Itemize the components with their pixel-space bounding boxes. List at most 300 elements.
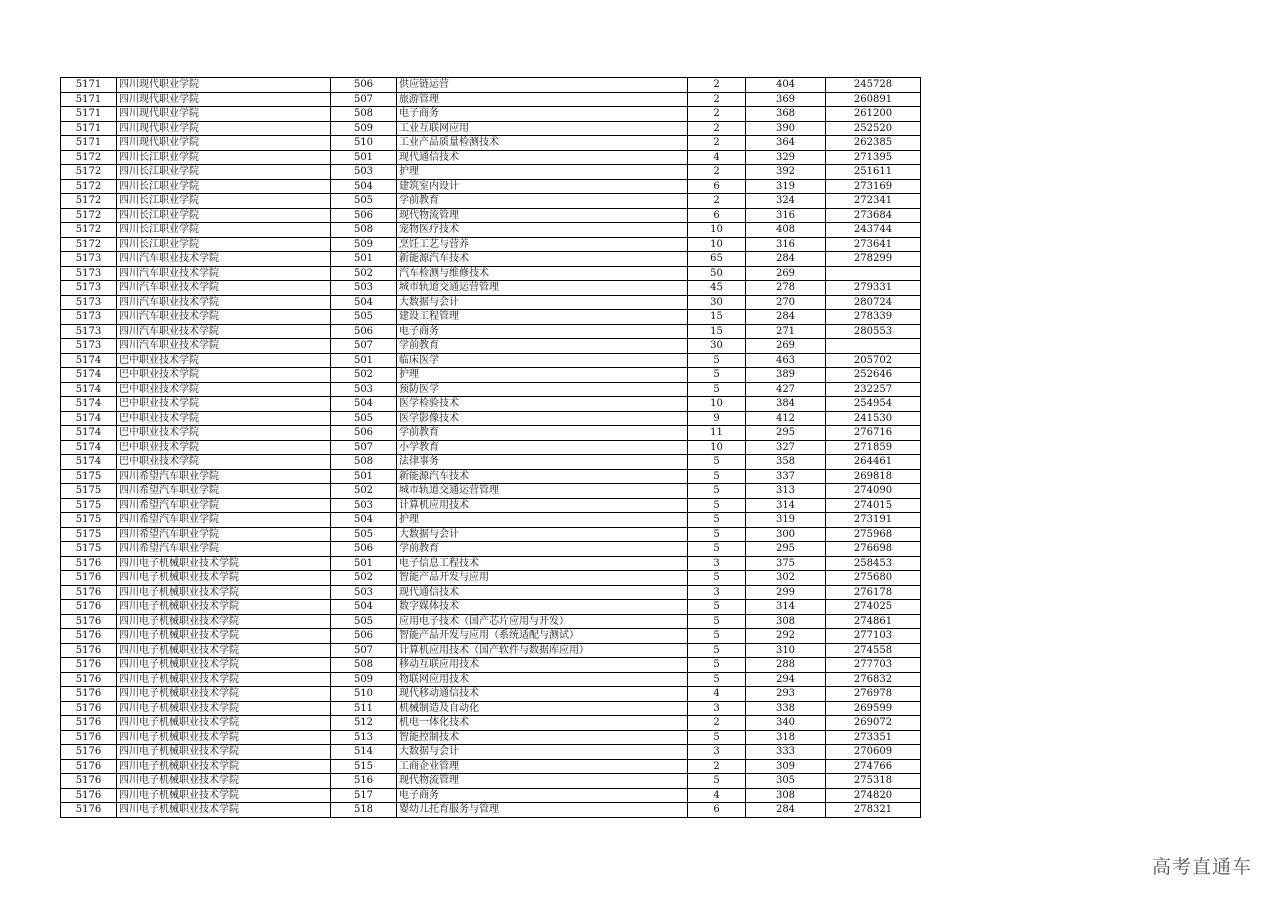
major-name-cell: 电子商务 — [397, 324, 688, 339]
table-body — [61, 78, 921, 818]
table-row — [61, 382, 921, 397]
min-score-cell: 292 — [746, 629, 826, 644]
min-score-cell: 269 — [746, 266, 826, 281]
school-name-cell: 四川汽车职业技术学院 — [117, 281, 331, 296]
min-rank-cell: 258453 — [826, 556, 921, 571]
min-rank-cell: 262385 — [826, 136, 921, 151]
table-row — [61, 324, 921, 339]
min-rank-cell: 274861 — [826, 614, 921, 629]
school-name-cell: 四川现代职业学院 — [117, 136, 331, 151]
table-row — [61, 92, 921, 107]
school-code-cell: 5174 — [61, 440, 117, 455]
major-name-cell: 电子商务 — [397, 107, 688, 122]
school-name-cell: 四川电子机械职业技术学院 — [117, 745, 331, 760]
min-score-cell: 316 — [746, 237, 826, 252]
table-row — [61, 179, 921, 194]
major-name-cell: 学前教育 — [397, 339, 688, 354]
min-rank-cell: 269818 — [826, 469, 921, 484]
school-code-cell: 5173 — [61, 339, 117, 354]
major-code-cell: 517 — [331, 788, 397, 803]
min-rank-cell: 274766 — [826, 759, 921, 774]
school-code-cell: 5174 — [61, 382, 117, 397]
school-code-cell: 5172 — [61, 223, 117, 238]
plan-count-cell: 5 — [688, 643, 746, 658]
min-rank-cell: 277703 — [826, 658, 921, 673]
min-score-cell: 463 — [746, 353, 826, 368]
plan-count-cell: 5 — [688, 382, 746, 397]
major-code-cell: 507 — [331, 339, 397, 354]
plan-count-cell: 5 — [688, 469, 746, 484]
school-name-cell: 巴中职业技术学院 — [117, 397, 331, 412]
school-name-cell: 四川希望汽车职业学院 — [117, 527, 331, 542]
major-code-cell: 503 — [331, 165, 397, 180]
school-name-cell: 四川汽车职业技术学院 — [117, 339, 331, 354]
plan-count-cell: 5 — [688, 484, 746, 499]
school-code-cell: 5175 — [61, 469, 117, 484]
min-rank-cell — [826, 266, 921, 281]
table-row — [61, 571, 921, 586]
plan-count-cell: 5 — [688, 730, 746, 745]
school-name-cell: 四川希望汽车职业学院 — [117, 469, 331, 484]
school-code-cell: 5176 — [61, 658, 117, 673]
min-score-cell: 384 — [746, 397, 826, 412]
min-score-cell: 316 — [746, 208, 826, 223]
plan-count-cell: 45 — [688, 281, 746, 296]
school-name-cell: 四川电子机械职业技术学院 — [117, 788, 331, 803]
major-code-cell: 508 — [331, 658, 397, 673]
school-name-cell: 四川电子机械职业技术学院 — [117, 701, 331, 716]
major-name-cell: 物联网应用技术 — [397, 672, 688, 687]
major-code-cell: 510 — [331, 687, 397, 702]
min-score-cell: 309 — [746, 759, 826, 774]
school-name-cell: 四川汽车职业技术学院 — [117, 252, 331, 267]
table-row — [61, 687, 921, 702]
major-code-cell: 518 — [331, 803, 397, 818]
plan-count-cell: 2 — [688, 78, 746, 93]
min-score-cell: 308 — [746, 788, 826, 803]
table-row — [61, 759, 921, 774]
major-name-cell: 智能产品开发与应用 — [397, 571, 688, 586]
school-code-cell: 5176 — [61, 556, 117, 571]
plan-count-cell: 2 — [688, 759, 746, 774]
plan-count-cell: 4 — [688, 150, 746, 165]
min-rank-cell: 245728 — [826, 78, 921, 93]
school-name-cell: 巴中职业技术学院 — [117, 368, 331, 383]
min-score-cell: 333 — [746, 745, 826, 760]
table-row — [61, 121, 921, 136]
min-score-cell: 392 — [746, 165, 826, 180]
school-name-cell: 四川电子机械职业技术学院 — [117, 759, 331, 774]
school-code-cell: 5176 — [61, 672, 117, 687]
min-score-cell: 313 — [746, 484, 826, 499]
major-code-cell: 505 — [331, 310, 397, 325]
school-name-cell: 四川电子机械职业技术学院 — [117, 629, 331, 644]
school-code-cell: 5171 — [61, 136, 117, 151]
min-rank-cell: 260891 — [826, 92, 921, 107]
major-name-cell: 智能产品开发与应用（系统适配与测试） — [397, 629, 688, 644]
plan-count-cell: 5 — [688, 455, 746, 470]
min-rank-cell: 261200 — [826, 107, 921, 122]
major-code-cell: 501 — [331, 150, 397, 165]
school-name-cell: 四川汽车职业技术学院 — [117, 310, 331, 325]
min-score-cell: 408 — [746, 223, 826, 238]
school-code-cell: 5176 — [61, 571, 117, 586]
major-name-cell: 学前教育 — [397, 194, 688, 209]
major-code-cell: 508 — [331, 223, 397, 238]
plan-count-cell: 65 — [688, 252, 746, 267]
major-code-cell: 509 — [331, 672, 397, 687]
school-code-cell: 5176 — [61, 600, 117, 615]
major-code-cell: 501 — [331, 556, 397, 571]
table-row — [61, 469, 921, 484]
major-code-cell: 512 — [331, 716, 397, 731]
major-code-cell: 506 — [331, 542, 397, 557]
table-row — [61, 310, 921, 325]
school-name-cell: 四川长江职业学院 — [117, 208, 331, 223]
major-code-cell: 505 — [331, 411, 397, 426]
table-row — [61, 78, 921, 93]
major-name-cell: 学前教育 — [397, 426, 688, 441]
major-code-cell: 501 — [331, 252, 397, 267]
plan-count-cell: 5 — [688, 527, 746, 542]
min-score-cell: 319 — [746, 179, 826, 194]
min-rank-cell: 254954 — [826, 397, 921, 412]
school-code-cell: 5176 — [61, 730, 117, 745]
major-name-cell: 智能控制技术 — [397, 730, 688, 745]
school-code-cell: 5176 — [61, 716, 117, 731]
school-name-cell: 四川汽车职业技术学院 — [117, 266, 331, 281]
min-rank-cell: 274820 — [826, 788, 921, 803]
min-score-cell: 295 — [746, 426, 826, 441]
plan-count-cell: 5 — [688, 542, 746, 557]
plan-count-cell: 2 — [688, 121, 746, 136]
min-score-cell: 284 — [746, 803, 826, 818]
major-code-cell: 507 — [331, 92, 397, 107]
major-code-cell: 503 — [331, 585, 397, 600]
table-row — [61, 730, 921, 745]
school-name-cell: 四川现代职业学院 — [117, 121, 331, 136]
major-code-cell: 511 — [331, 701, 397, 716]
min-score-cell: 358 — [746, 455, 826, 470]
table-row — [61, 455, 921, 470]
table-row — [61, 426, 921, 441]
school-name-cell: 四川汽车职业技术学院 — [117, 324, 331, 339]
min-score-cell: 318 — [746, 730, 826, 745]
min-rank-cell: 270609 — [826, 745, 921, 760]
major-code-cell: 508 — [331, 455, 397, 470]
school-name-cell: 巴中职业技术学院 — [117, 353, 331, 368]
table-row — [61, 658, 921, 673]
school-name-cell: 四川电子机械职业技术学院 — [117, 774, 331, 789]
major-code-cell: 507 — [331, 643, 397, 658]
table-row — [61, 716, 921, 731]
school-name-cell: 四川现代职业学院 — [117, 107, 331, 122]
major-name-cell: 大数据与会计 — [397, 527, 688, 542]
major-name-cell: 烹饪工艺与营养 — [397, 237, 688, 252]
min-score-cell: 324 — [746, 194, 826, 209]
min-rank-cell: 276832 — [826, 672, 921, 687]
school-name-cell: 四川长江职业学院 — [117, 223, 331, 238]
plan-count-cell: 50 — [688, 266, 746, 281]
major-name-cell: 机械制造及自动化 — [397, 701, 688, 716]
school-name-cell: 四川现代职业学院 — [117, 92, 331, 107]
plan-count-cell: 3 — [688, 701, 746, 716]
min-rank-cell: 274090 — [826, 484, 921, 499]
min-rank-cell: 280553 — [826, 324, 921, 339]
plan-count-cell: 2 — [688, 92, 746, 107]
major-name-cell: 婴幼儿托育服务与管理 — [397, 803, 688, 818]
table-row — [61, 107, 921, 122]
school-name-cell: 四川电子机械职业技术学院 — [117, 672, 331, 687]
min-score-cell: 364 — [746, 136, 826, 151]
min-rank-cell: 279331 — [826, 281, 921, 296]
school-code-cell: 5172 — [61, 179, 117, 194]
plan-count-cell: 6 — [688, 179, 746, 194]
major-code-cell: 509 — [331, 237, 397, 252]
major-name-cell: 新能源汽车技术 — [397, 469, 688, 484]
table-row — [61, 194, 921, 209]
school-code-cell: 5173 — [61, 252, 117, 267]
plan-count-cell: 5 — [688, 353, 746, 368]
min-rank-cell: 274015 — [826, 498, 921, 513]
plan-count-cell: 3 — [688, 556, 746, 571]
min-rank-cell: 273684 — [826, 208, 921, 223]
min-rank-cell: 278299 — [826, 252, 921, 267]
plan-count-cell: 4 — [688, 687, 746, 702]
min-score-cell: 302 — [746, 571, 826, 586]
school-code-cell: 5171 — [61, 92, 117, 107]
major-code-cell: 504 — [331, 513, 397, 528]
plan-count-cell: 5 — [688, 571, 746, 586]
plan-count-cell: 2 — [688, 107, 746, 122]
school-code-cell: 5173 — [61, 324, 117, 339]
school-code-cell: 5173 — [61, 295, 117, 310]
school-code-cell: 5176 — [61, 629, 117, 644]
school-code-cell: 5172 — [61, 165, 117, 180]
school-code-cell: 5176 — [61, 759, 117, 774]
school-code-cell: 5172 — [61, 150, 117, 165]
plan-count-cell: 4 — [688, 788, 746, 803]
min-score-cell: 294 — [746, 672, 826, 687]
major-code-cell: 503 — [331, 382, 397, 397]
min-score-cell: 404 — [746, 78, 826, 93]
plan-count-cell: 15 — [688, 310, 746, 325]
major-name-cell: 建筑室内设计 — [397, 179, 688, 194]
table-row — [61, 513, 921, 528]
major-name-cell: 大数据与会计 — [397, 745, 688, 760]
plan-count-cell: 6 — [688, 803, 746, 818]
min-rank-cell: 273191 — [826, 513, 921, 528]
table-row — [61, 150, 921, 165]
min-rank-cell: 252646 — [826, 368, 921, 383]
min-score-cell: 340 — [746, 716, 826, 731]
min-score-cell: 314 — [746, 600, 826, 615]
major-name-cell: 城市轨道交通运营管理 — [397, 484, 688, 499]
major-name-cell: 预防医学 — [397, 382, 688, 397]
plan-count-cell: 30 — [688, 295, 746, 310]
school-code-cell: 5175 — [61, 498, 117, 513]
watermark-text: 高考直通车 — [1151, 856, 1252, 878]
school-code-cell: 5171 — [61, 78, 117, 93]
major-name-cell: 电子信息工程技术 — [397, 556, 688, 571]
min-rank-cell — [826, 339, 921, 354]
major-code-cell: 506 — [331, 324, 397, 339]
school-code-cell: 5176 — [61, 774, 117, 789]
major-name-cell: 工业互联网应用 — [397, 121, 688, 136]
major-code-cell: 502 — [331, 571, 397, 586]
table-row — [61, 440, 921, 455]
plan-count-cell: 10 — [688, 397, 746, 412]
min-score-cell: 299 — [746, 585, 826, 600]
school-name-cell: 四川电子机械职业技术学院 — [117, 687, 331, 702]
table-row — [61, 397, 921, 412]
min-score-cell: 427 — [746, 382, 826, 397]
school-name-cell: 四川电子机械职业技术学院 — [117, 730, 331, 745]
min-score-cell: 338 — [746, 701, 826, 716]
school-name-cell: 巴中职业技术学院 — [117, 411, 331, 426]
school-code-cell: 5173 — [61, 310, 117, 325]
plan-count-cell: 2 — [688, 716, 746, 731]
min-score-cell: 329 — [746, 150, 826, 165]
major-name-cell: 建设工程管理 — [397, 310, 688, 325]
major-code-cell: 514 — [331, 745, 397, 760]
major-name-cell: 现代物流管理 — [397, 774, 688, 789]
school-code-cell: 5174 — [61, 426, 117, 441]
table-row — [61, 223, 921, 238]
school-name-cell: 四川现代职业学院 — [117, 78, 331, 93]
plan-count-cell: 5 — [688, 672, 746, 687]
school-code-cell: 5175 — [61, 527, 117, 542]
school-name-cell: 四川电子机械职业技术学院 — [117, 600, 331, 615]
major-code-cell: 505 — [331, 614, 397, 629]
major-code-cell: 506 — [331, 629, 397, 644]
min-score-cell: 412 — [746, 411, 826, 426]
table-row — [61, 208, 921, 223]
major-name-cell: 机电一体化技术 — [397, 716, 688, 731]
min-score-cell: 389 — [746, 368, 826, 383]
major-code-cell: 505 — [331, 527, 397, 542]
min-score-cell: 375 — [746, 556, 826, 571]
table-row — [61, 527, 921, 542]
plan-count-cell: 2 — [688, 165, 746, 180]
major-code-cell: 508 — [331, 107, 397, 122]
school-name-cell: 四川电子机械职业技术学院 — [117, 556, 331, 571]
school-name-cell: 四川希望汽车职业学院 — [117, 542, 331, 557]
major-code-cell: 504 — [331, 179, 397, 194]
table-row — [61, 237, 921, 252]
min-rank-cell: 278339 — [826, 310, 921, 325]
school-name-cell: 巴中职业技术学院 — [117, 426, 331, 441]
major-name-cell: 数字媒体技术 — [397, 600, 688, 615]
major-name-cell: 移动互联应用技术 — [397, 658, 688, 673]
plan-count-cell: 10 — [688, 440, 746, 455]
school-code-cell: 5171 — [61, 107, 117, 122]
major-code-cell: 510 — [331, 136, 397, 151]
plan-count-cell: 15 — [688, 324, 746, 339]
table-row — [61, 368, 921, 383]
plan-count-cell: 10 — [688, 223, 746, 238]
major-name-cell: 现代通信技术 — [397, 585, 688, 600]
table-row — [61, 643, 921, 658]
table-row — [61, 353, 921, 368]
min-score-cell: 270 — [746, 295, 826, 310]
school-name-cell: 四川希望汽车职业学院 — [117, 498, 331, 513]
school-name-cell: 四川电子机械职业技术学院 — [117, 585, 331, 600]
school-name-cell: 四川电子机械职业技术学院 — [117, 803, 331, 818]
school-code-cell: 5176 — [61, 788, 117, 803]
table-row — [61, 165, 921, 180]
table-row — [61, 745, 921, 760]
table-row — [61, 252, 921, 267]
major-name-cell: 现代物流管理 — [397, 208, 688, 223]
min-score-cell: 300 — [746, 527, 826, 542]
table-row — [61, 339, 921, 354]
plan-count-cell: 3 — [688, 745, 746, 760]
min-rank-cell: 264461 — [826, 455, 921, 470]
table-row — [61, 672, 921, 687]
min-rank-cell: 273169 — [826, 179, 921, 194]
major-name-cell: 医学影像技术 — [397, 411, 688, 426]
plan-count-cell: 9 — [688, 411, 746, 426]
min-rank-cell: 273641 — [826, 237, 921, 252]
table-row — [61, 136, 921, 151]
major-code-cell: 504 — [331, 600, 397, 615]
school-name-cell: 四川希望汽车职业学院 — [117, 484, 331, 499]
school-name-cell: 巴中职业技术学院 — [117, 455, 331, 470]
min-rank-cell: 276178 — [826, 585, 921, 600]
min-rank-cell: 278321 — [826, 803, 921, 818]
school-name-cell: 巴中职业技术学院 — [117, 382, 331, 397]
major-name-cell: 医学检验技术 — [397, 397, 688, 412]
school-name-cell: 巴中职业技术学院 — [117, 440, 331, 455]
major-name-cell: 工商企业管理 — [397, 759, 688, 774]
plan-count-cell: 3 — [688, 585, 746, 600]
plan-count-cell: 5 — [688, 658, 746, 673]
school-code-cell: 5176 — [61, 701, 117, 716]
major-code-cell: 506 — [331, 426, 397, 441]
min-rank-cell: 252520 — [826, 121, 921, 136]
major-code-cell: 506 — [331, 78, 397, 93]
school-code-cell: 5176 — [61, 585, 117, 600]
table-row — [61, 585, 921, 600]
school-name-cell: 四川电子机械职业技术学院 — [117, 716, 331, 731]
major-code-cell: 504 — [331, 295, 397, 310]
major-name-cell: 学前教育 — [397, 542, 688, 557]
school-code-cell: 5174 — [61, 353, 117, 368]
major-code-cell: 507 — [331, 440, 397, 455]
min-rank-cell: 276716 — [826, 426, 921, 441]
major-name-cell: 护理 — [397, 513, 688, 528]
min-rank-cell: 241530 — [826, 411, 921, 426]
major-name-cell: 现代通信技术 — [397, 150, 688, 165]
major-name-cell: 小学教育 — [397, 440, 688, 455]
min-rank-cell: 275318 — [826, 774, 921, 789]
plan-count-cell: 30 — [688, 339, 746, 354]
school-name-cell: 四川长江职业学院 — [117, 150, 331, 165]
plan-count-cell: 2 — [688, 194, 746, 209]
table-row — [61, 788, 921, 803]
plan-count-cell: 5 — [688, 614, 746, 629]
min-score-cell: 337 — [746, 469, 826, 484]
major-name-cell: 宠物医疗技术 — [397, 223, 688, 238]
table-row — [61, 600, 921, 615]
plan-count-cell: 5 — [688, 774, 746, 789]
major-code-cell: 505 — [331, 194, 397, 209]
admission-table — [60, 77, 921, 818]
min-rank-cell: 205702 — [826, 353, 921, 368]
school-code-cell: 5172 — [61, 194, 117, 209]
min-rank-cell: 271859 — [826, 440, 921, 455]
